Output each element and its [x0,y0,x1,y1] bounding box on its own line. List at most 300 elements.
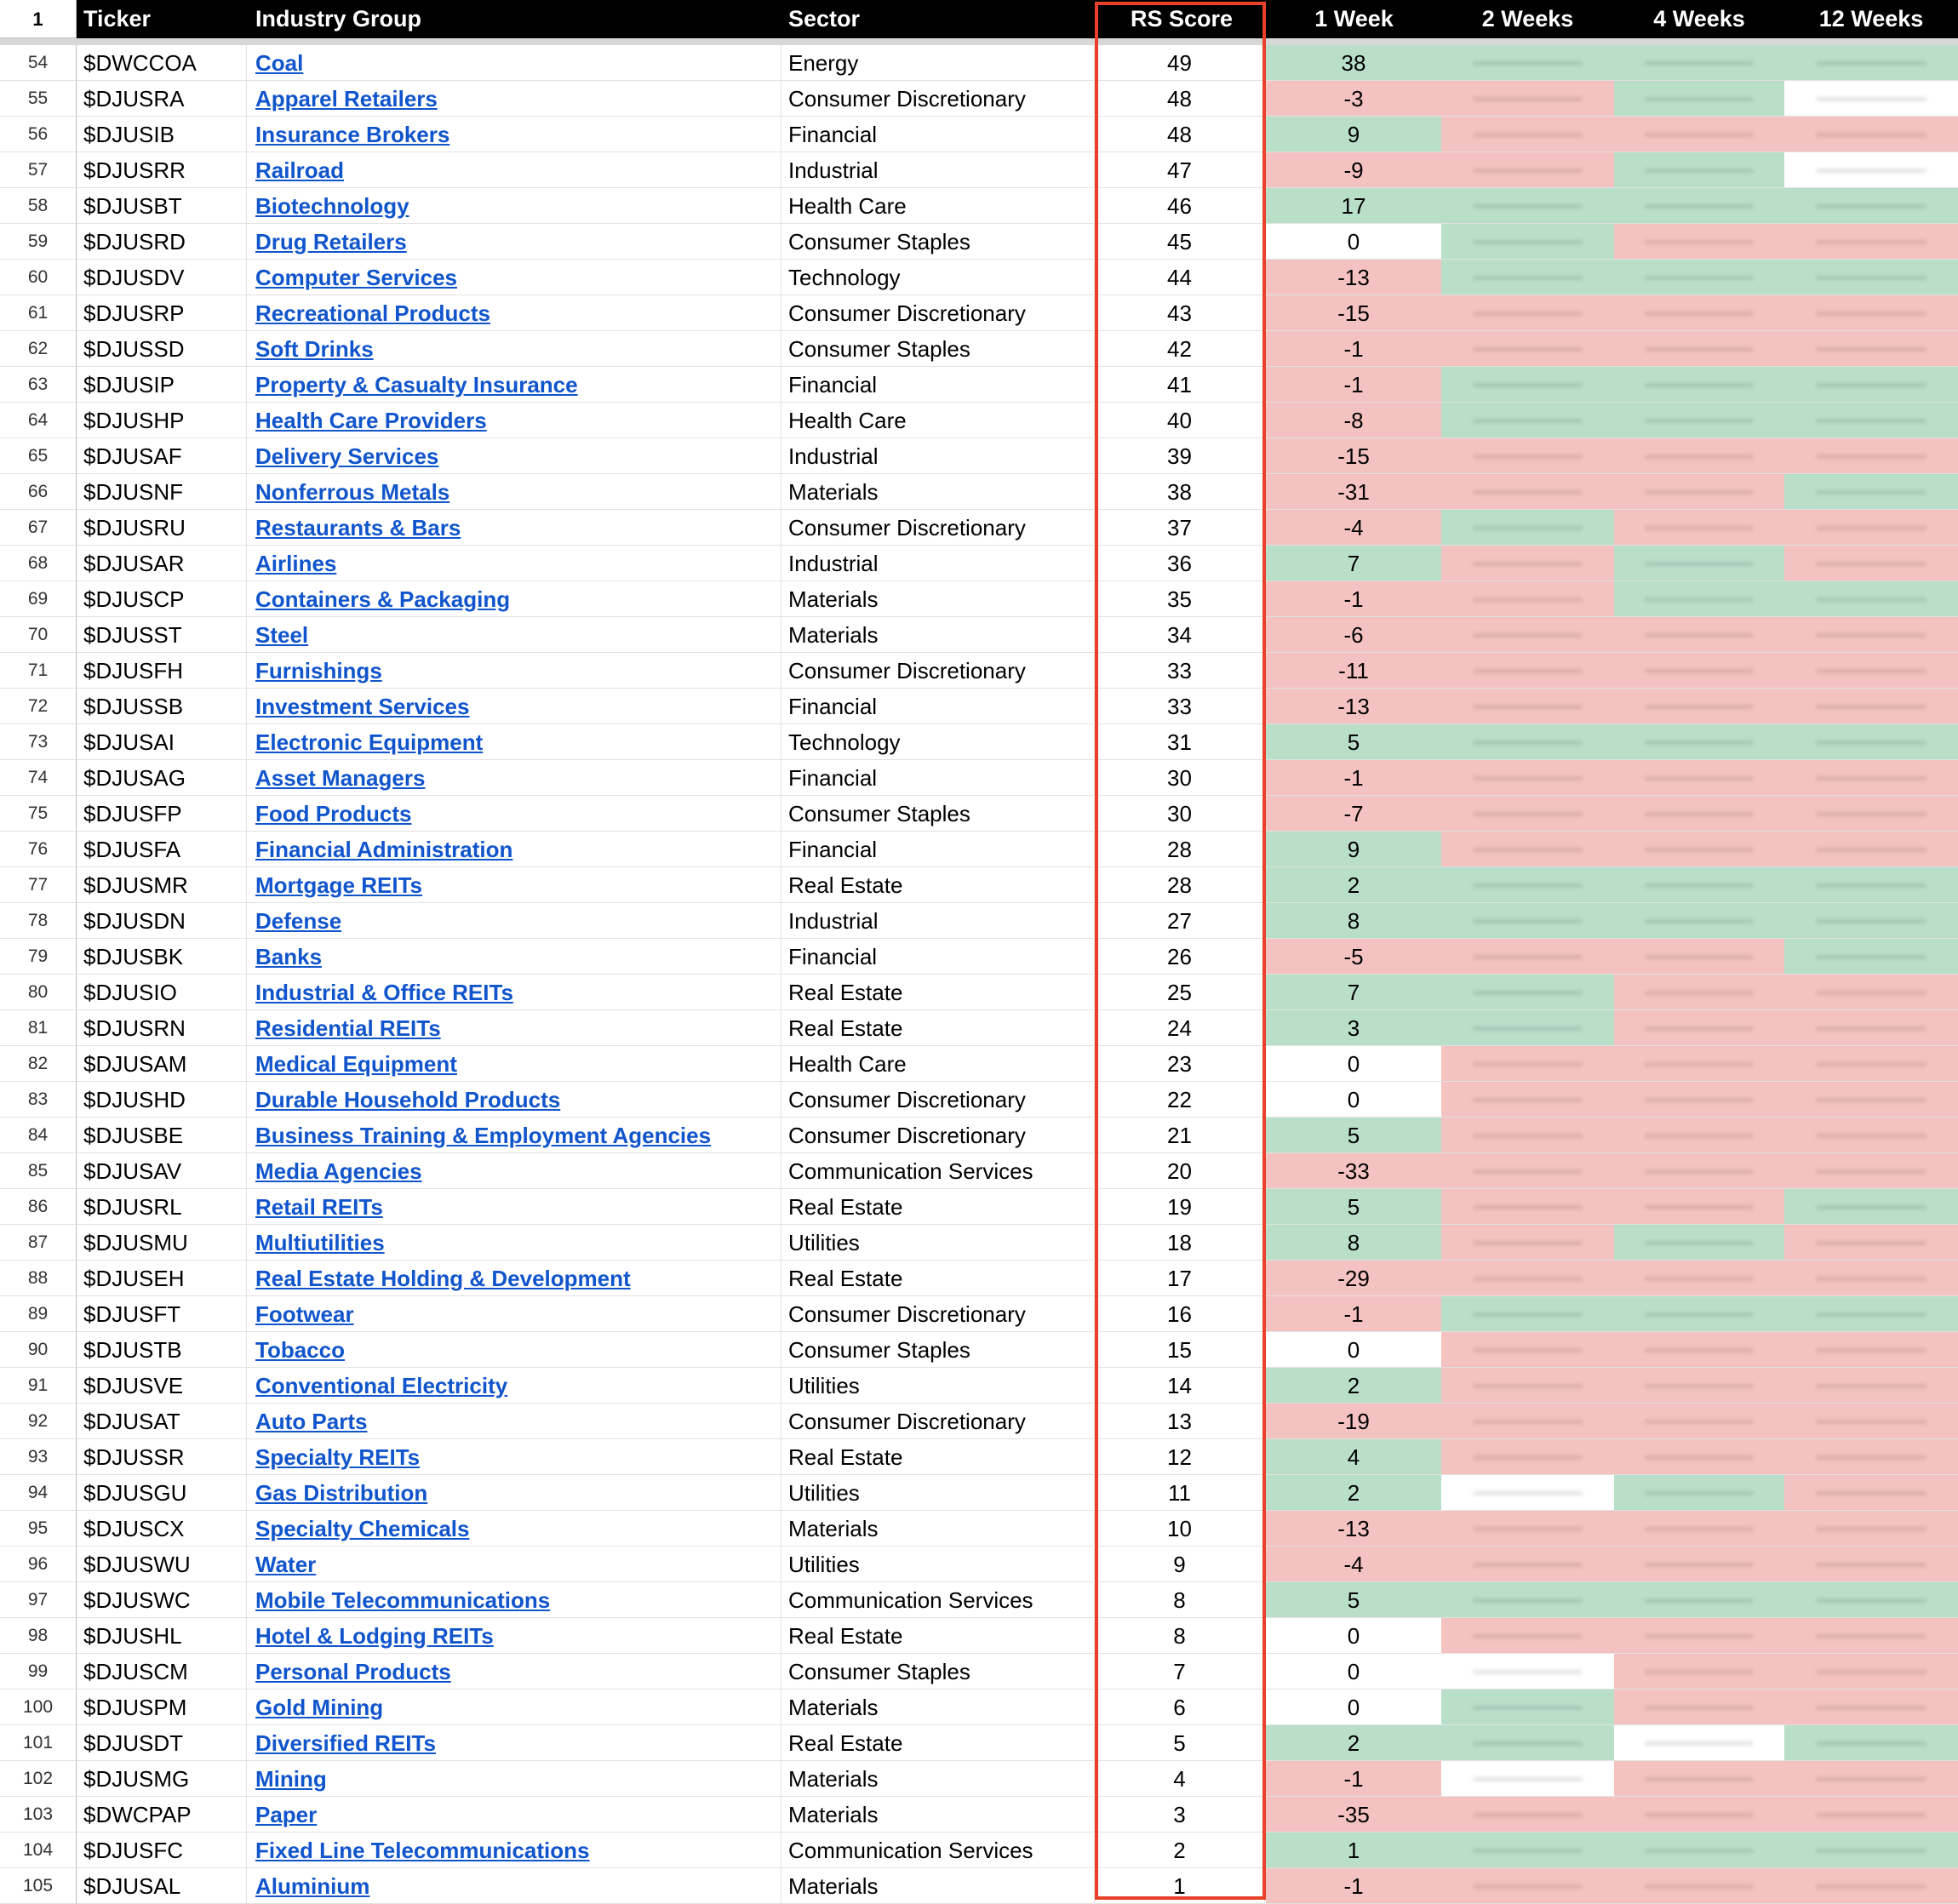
row-number[interactable]: 76 [0,832,77,867]
industry-group-cell[interactable] [247,1225,781,1261]
industry-group-cell[interactable] [247,1547,781,1582]
sector-cell[interactable]: Consumer Staples [781,796,1095,832]
industry-group-link[interactable]: Health Care Providers [255,408,487,433]
sector-cell[interactable]: Materials [781,1511,1095,1547]
industry-group-cell[interactable] [247,581,781,617]
sector-cell[interactable]: Communication Services [781,1582,1095,1618]
twelve-weeks-cell[interactable] [1784,581,1958,617]
rs-score-cell[interactable]: 28 [1095,832,1265,867]
four-weeks-cell[interactable] [1614,546,1784,581]
industry-group-link[interactable]: Personal Products [255,1659,451,1684]
two-weeks-cell[interactable] [1441,1868,1614,1904]
row-number[interactable]: 54 [0,45,77,81]
twelve-weeks-cell[interactable] [1784,796,1958,832]
four-weeks-cell[interactable] [1614,867,1784,903]
sector-cell[interactable]: Consumer Staples [781,331,1095,367]
two-weeks-cell[interactable] [1441,903,1614,939]
sector-cell[interactable]: Health Care [781,1046,1095,1082]
header-row-number[interactable]: 1 [0,0,77,38]
sector-cell[interactable]: Consumer Discretionary [781,510,1095,546]
row-number[interactable]: 95 [0,1511,77,1547]
sector-cell[interactable]: Utilities [781,1368,1095,1404]
rs-score-cell[interactable]: 48 [1095,117,1265,152]
sector-cell[interactable]: Health Care [781,403,1095,438]
sector-cell[interactable]: Health Care [781,188,1095,224]
industry-group-cell[interactable] [247,975,781,1010]
four-weeks-cell[interactable] [1614,1511,1784,1547]
rs-score-cell[interactable]: 18 [1095,1225,1265,1261]
ticker-cell[interactable]: $DJUSGU [77,1475,247,1511]
industry-group-cell[interactable] [247,45,781,81]
rs-score-cell[interactable]: 33 [1095,689,1265,724]
twelve-weeks-cell[interactable] [1784,1010,1958,1046]
four-weeks-cell[interactable] [1614,367,1784,403]
four-weeks-cell[interactable] [1614,1404,1784,1439]
industry-group-cell[interactable] [247,510,781,546]
industry-group-cell[interactable] [247,1761,781,1797]
two-weeks-cell[interactable] [1441,1332,1614,1368]
four-weeks-cell[interactable] [1614,1332,1784,1368]
industry-group-link[interactable]: Computer Services [255,265,457,290]
sector-cell[interactable]: Utilities [781,1547,1095,1582]
twelve-weeks-cell[interactable] [1784,1261,1958,1296]
four-weeks-cell[interactable] [1614,1368,1784,1404]
industry-group-cell[interactable] [247,1010,781,1046]
four-weeks-cell[interactable] [1614,1618,1784,1654]
rs-score-cell[interactable]: 35 [1095,581,1265,617]
rs-score-cell[interactable]: 40 [1095,403,1265,438]
one-week-cell[interactable]: -1 [1266,581,1441,617]
one-week-cell[interactable]: 0 [1266,1046,1441,1082]
twelve-weeks-cell[interactable] [1784,1582,1958,1618]
two-weeks-cell[interactable] [1441,867,1614,903]
sector-cell[interactable]: Utilities [781,1475,1095,1511]
twelve-weeks-cell[interactable] [1784,1654,1958,1690]
industry-group-link[interactable]: Footwear [255,1301,354,1327]
two-weeks-cell[interactable] [1441,1475,1614,1511]
header-ticker[interactable]: Ticker [83,6,152,31]
rs-score-cell[interactable]: 45 [1095,224,1265,260]
industry-group-cell[interactable] [247,1118,781,1153]
ticker-cell[interactable]: $DJUSBE [77,1118,247,1153]
rs-score-cell[interactable]: 38 [1095,474,1265,510]
industry-group-link[interactable]: Paper [255,1802,318,1827]
ticker-cell[interactable]: $DJUSRN [77,1010,247,1046]
sector-cell[interactable]: Materials [781,1690,1095,1725]
sector-cell[interactable]: Consumer Staples [781,1654,1095,1690]
industry-group-link[interactable]: Media Agencies [255,1158,422,1184]
ticker-cell[interactable]: $DJUSIO [77,975,247,1010]
row-number[interactable]: 72 [0,689,77,724]
row-number[interactable]: 77 [0,867,77,903]
four-weeks-cell[interactable] [1614,117,1784,152]
one-week-cell[interactable]: 5 [1266,1118,1441,1153]
rs-score-cell[interactable]: 28 [1095,867,1265,903]
rs-score-cell[interactable]: 47 [1095,152,1265,188]
sector-cell[interactable]: Real Estate [781,1189,1095,1225]
industry-group-link[interactable]: Asset Managers [255,765,426,791]
industry-group-link[interactable]: Biotechnology [255,193,409,219]
industry-group-link[interactable]: Apparel Retailers [255,86,438,111]
ticker-cell[interactable]: $DJUSAV [77,1153,247,1189]
two-weeks-cell[interactable] [1441,367,1614,403]
four-weeks-cell[interactable] [1614,1833,1784,1868]
two-weeks-cell[interactable] [1441,1582,1614,1618]
twelve-weeks-cell[interactable] [1784,1797,1958,1833]
one-week-cell[interactable]: -13 [1266,689,1441,724]
two-weeks-cell[interactable] [1441,975,1614,1010]
twelve-weeks-cell[interactable] [1784,81,1958,117]
industry-group-link[interactable]: Multiutilities [255,1230,385,1255]
industry-group-cell[interactable] [247,1153,781,1189]
one-week-cell[interactable]: 2 [1266,1475,1441,1511]
rs-score-cell[interactable]: 44 [1095,260,1265,295]
rs-score-cell[interactable]: 2 [1095,1833,1265,1868]
ticker-cell[interactable]: $DJUSRD [77,224,247,260]
industry-group-cell[interactable] [247,1082,781,1118]
row-number[interactable]: 92 [0,1404,77,1439]
row-number[interactable]: 55 [0,81,77,117]
twelve-weeks-cell[interactable] [1784,1404,1958,1439]
one-week-cell[interactable]: 8 [1266,903,1441,939]
industry-group-cell[interactable] [247,1690,781,1725]
sector-cell[interactable]: Real Estate [781,1725,1095,1761]
industry-group-cell[interactable] [247,1833,781,1868]
two-weeks-cell[interactable] [1441,152,1614,188]
sector-cell[interactable]: Real Estate [781,1010,1095,1046]
two-weeks-cell[interactable] [1441,188,1614,224]
one-week-cell[interactable]: -1 [1266,1761,1441,1797]
row-number[interactable]: 59 [0,224,77,260]
row-number[interactable]: 99 [0,1654,77,1690]
rs-score-cell[interactable]: 19 [1095,1189,1265,1225]
twelve-weeks-cell[interactable] [1784,939,1958,975]
ticker-cell[interactable]: $DJUSBT [77,188,247,224]
two-weeks-cell[interactable] [1441,474,1614,510]
one-week-cell[interactable]: 1 [1266,1833,1441,1868]
rs-score-cell[interactable]: 3 [1095,1797,1265,1833]
twelve-weeks-cell[interactable] [1784,1547,1958,1582]
one-week-cell[interactable]: 0 [1266,1082,1441,1118]
four-weeks-cell[interactable] [1614,939,1784,975]
industry-group-link[interactable]: Investment Services [255,694,470,719]
ticker-cell[interactable]: $DJUSIB [77,117,247,152]
industry-group-cell[interactable] [247,1654,781,1690]
industry-group-link[interactable]: Durable Household Products [255,1087,561,1112]
row-number[interactable]: 86 [0,1189,77,1225]
twelve-weeks-cell[interactable] [1784,1046,1958,1082]
industry-group-link[interactable]: Gold Mining [255,1695,384,1720]
industry-group-link[interactable]: Drug Retailers [255,229,407,254]
ticker-cell[interactable]: $DJUSRU [77,510,247,546]
two-weeks-cell[interactable] [1441,1618,1614,1654]
industry-group-link[interactable]: Gas Distribution [255,1480,428,1506]
one-week-cell[interactable]: 5 [1266,724,1441,760]
ticker-cell[interactable]: $DJUSTB [77,1332,247,1368]
industry-group-link[interactable]: Property & Casualty Insurance [255,372,578,397]
twelve-weeks-cell[interactable] [1784,1189,1958,1225]
sector-cell[interactable]: Materials [781,617,1095,653]
industry-group-cell[interactable] [247,796,781,832]
twelve-weeks-cell[interactable] [1784,546,1958,581]
rs-score-cell[interactable]: 23 [1095,1046,1265,1082]
row-number[interactable]: 67 [0,510,77,546]
one-week-cell[interactable]: -4 [1266,1547,1441,1582]
twelve-weeks-cell[interactable] [1784,724,1958,760]
rs-score-cell[interactable]: 7 [1095,1654,1265,1690]
twelve-weeks-cell[interactable] [1784,867,1958,903]
four-weeks-cell[interactable] [1614,1690,1784,1725]
ticker-cell[interactable]: $DJUSDN [77,903,247,939]
rs-score-cell[interactable]: 21 [1095,1118,1265,1153]
rs-score-cell[interactable]: 8 [1095,1582,1265,1618]
sector-cell[interactable]: Financial [781,367,1095,403]
four-weeks-cell[interactable] [1614,474,1784,510]
four-weeks-cell[interactable] [1614,1439,1784,1475]
two-weeks-cell[interactable] [1441,581,1614,617]
one-week-cell[interactable]: -1 [1266,1296,1441,1332]
ticker-cell[interactable]: $DJUSAM [77,1046,247,1082]
two-weeks-cell[interactable] [1441,510,1614,546]
ticker-cell[interactable]: $DJUSRR [77,152,247,188]
twelve-weeks-cell[interactable] [1784,510,1958,546]
ticker-cell[interactable]: $DWCCOA [77,45,247,81]
sector-cell[interactable]: Consumer Staples [781,1332,1095,1368]
twelve-weeks-cell[interactable] [1784,1296,1958,1332]
rs-score-cell[interactable]: 30 [1095,760,1265,796]
row-number[interactable]: 60 [0,260,77,295]
one-week-cell[interactable]: -7 [1266,796,1441,832]
industry-group-link[interactable]: Hotel & Lodging REITs [255,1623,494,1649]
twelve-weeks-cell[interactable] [1784,117,1958,152]
twelve-weeks-cell[interactable] [1784,1511,1958,1547]
sector-cell[interactable]: Materials [781,1761,1095,1797]
four-weeks-cell[interactable] [1614,188,1784,224]
rs-score-cell[interactable]: 6 [1095,1690,1265,1725]
rs-score-cell[interactable]: 36 [1095,546,1265,581]
rs-score-cell[interactable]: 46 [1095,188,1265,224]
industry-group-cell[interactable] [247,403,781,438]
industry-group-cell[interactable] [247,367,781,403]
sector-cell[interactable]: Industrial [781,152,1095,188]
industry-group-link[interactable]: Insurance Brokers [255,122,450,147]
rs-score-cell[interactable]: 5 [1095,1725,1265,1761]
two-weeks-cell[interactable] [1441,1797,1614,1833]
one-week-cell[interactable]: 2 [1266,1725,1441,1761]
rs-score-cell[interactable]: 30 [1095,796,1265,832]
four-weeks-cell[interactable] [1614,1797,1784,1833]
row-number[interactable]: 70 [0,617,77,653]
one-week-cell[interactable]: 38 [1266,45,1441,81]
sector-cell[interactable]: Consumer Discretionary [781,1082,1095,1118]
one-week-cell[interactable]: -29 [1266,1261,1441,1296]
twelve-weeks-cell[interactable] [1784,438,1958,474]
industry-group-link[interactable]: Fixed Line Telecommunications [255,1838,590,1863]
row-number[interactable]: 98 [0,1618,77,1654]
industry-group-link[interactable]: Delivery Services [255,443,439,469]
ticker-cell[interactable]: $DJUSWC [77,1582,247,1618]
row-number[interactable]: 104 [0,1833,77,1868]
one-week-cell[interactable]: 5 [1266,1189,1441,1225]
industry-group-link[interactable]: Restaurants & Bars [255,515,461,540]
four-weeks-cell[interactable] [1614,1010,1784,1046]
two-weeks-cell[interactable] [1441,1690,1614,1725]
four-weeks-cell[interactable] [1614,1725,1784,1761]
industry-group-cell[interactable] [247,81,781,117]
two-weeks-cell[interactable] [1441,1225,1614,1261]
industry-group-cell[interactable] [247,331,781,367]
rs-score-cell[interactable]: 16 [1095,1296,1265,1332]
ticker-cell[interactable]: $DJUSBK [77,939,247,975]
two-weeks-cell[interactable] [1441,1261,1614,1296]
ticker-cell[interactable]: $DJUSFT [77,1296,247,1332]
twelve-weeks-cell[interactable] [1784,1868,1958,1904]
four-weeks-cell[interactable] [1614,1225,1784,1261]
four-weeks-cell[interactable] [1614,1475,1784,1511]
sector-cell[interactable]: Industrial [781,546,1095,581]
rs-score-cell[interactable]: 11 [1095,1475,1265,1511]
twelve-weeks-cell[interactable] [1784,331,1958,367]
four-weeks-cell[interactable] [1614,1082,1784,1118]
twelve-weeks-cell[interactable] [1784,188,1958,224]
row-number[interactable]: 61 [0,295,77,331]
industry-group-cell[interactable] [247,1368,781,1404]
row-number[interactable]: 69 [0,581,77,617]
one-week-cell[interactable]: -11 [1266,653,1441,689]
two-weeks-cell[interactable] [1441,1511,1614,1547]
one-week-cell[interactable]: -31 [1266,474,1441,510]
one-week-cell[interactable]: -13 [1266,260,1441,295]
one-week-cell[interactable]: 0 [1266,1654,1441,1690]
header-rs-score[interactable]: RS Score [1130,6,1234,31]
rs-score-cell[interactable]: 24 [1095,1010,1265,1046]
ticker-cell[interactable]: $DJUSEH [77,1261,247,1296]
rs-score-cell[interactable]: 39 [1095,438,1265,474]
ticker-cell[interactable]: $DJUSSD [77,331,247,367]
row-number[interactable]: 84 [0,1118,77,1153]
one-week-cell[interactable]: 4 [1266,1439,1441,1475]
rs-score-cell[interactable]: 15 [1095,1332,1265,1368]
four-weeks-cell[interactable] [1614,510,1784,546]
row-number[interactable]: 78 [0,903,77,939]
four-weeks-cell[interactable] [1614,1296,1784,1332]
sector-cell[interactable]: Communication Services [781,1153,1095,1189]
four-weeks-cell[interactable] [1614,1868,1784,1904]
ticker-cell[interactable]: $DJUSRP [77,295,247,331]
twelve-weeks-cell[interactable] [1784,45,1958,81]
ticker-cell[interactable]: $DJUSFA [77,832,247,867]
two-weeks-cell[interactable] [1441,1082,1614,1118]
two-weeks-cell[interactable] [1441,1296,1614,1332]
industry-group-cell[interactable] [247,260,781,295]
industry-group-cell[interactable] [247,867,781,903]
four-weeks-cell[interactable] [1614,331,1784,367]
rs-score-cell[interactable]: 49 [1095,45,1265,81]
one-week-cell[interactable]: 0 [1266,1618,1441,1654]
row-number[interactable]: 64 [0,403,77,438]
twelve-weeks-cell[interactable] [1784,224,1958,260]
ticker-cell[interactable]: $DJUSVE [77,1368,247,1404]
four-weeks-cell[interactable] [1614,903,1784,939]
two-weeks-cell[interactable] [1441,403,1614,438]
industry-group-link[interactable]: Tobacco [255,1337,345,1363]
rs-score-cell[interactable]: 31 [1095,724,1265,760]
header-sector[interactable]: Sector [788,6,861,31]
two-weeks-cell[interactable] [1441,45,1614,81]
sector-cell[interactable]: Consumer Discretionary [781,653,1095,689]
twelve-weeks-cell[interactable] [1784,1153,1958,1189]
one-week-cell[interactable]: -15 [1266,295,1441,331]
industry-group-cell[interactable] [247,689,781,724]
sector-cell[interactable]: Consumer Discretionary [781,1404,1095,1439]
industry-group-link[interactable]: Retail REITs [255,1194,383,1220]
one-week-cell[interactable]: -15 [1266,438,1441,474]
industry-group-cell[interactable] [247,1618,781,1654]
row-number[interactable]: 81 [0,1010,77,1046]
four-weeks-cell[interactable] [1614,832,1784,867]
industry-group-cell[interactable] [247,1296,781,1332]
one-week-cell[interactable]: -3 [1266,81,1441,117]
ticker-cell[interactable]: $DJUSAR [77,546,247,581]
header-industry-group[interactable]: Industry Group [255,6,421,31]
industry-group-cell[interactable] [247,438,781,474]
one-week-cell[interactable]: -13 [1266,1511,1441,1547]
industry-group-cell[interactable] [247,1868,781,1904]
row-number[interactable]: 100 [0,1690,77,1725]
row-number[interactable]: 73 [0,724,77,760]
sector-cell[interactable]: Consumer Discretionary [781,81,1095,117]
industry-group-link[interactable]: Aluminium [255,1873,370,1899]
one-week-cell[interactable]: -1 [1266,1868,1441,1904]
ticker-cell[interactable]: $DWCPAP [77,1797,247,1833]
one-week-cell[interactable]: 0 [1266,1690,1441,1725]
four-weeks-cell[interactable] [1614,224,1784,260]
rs-score-cell[interactable]: 41 [1095,367,1265,403]
row-number[interactable]: 58 [0,188,77,224]
ticker-cell[interactable]: $DJUSAF [77,438,247,474]
industry-group-link[interactable]: Financial Administration [255,837,513,862]
sector-cell[interactable]: Real Estate [781,1261,1095,1296]
industry-group-link[interactable]: Industrial & Office REITs [255,980,513,1005]
row-number[interactable]: 91 [0,1368,77,1404]
four-weeks-cell[interactable] [1614,653,1784,689]
twelve-weeks-cell[interactable] [1784,1118,1958,1153]
sector-cell[interactable]: Energy [781,45,1095,81]
four-weeks-cell[interactable] [1614,1547,1784,1582]
row-number[interactable]: 89 [0,1296,77,1332]
two-weeks-cell[interactable] [1441,1118,1614,1153]
four-weeks-cell[interactable] [1614,760,1784,796]
one-week-cell[interactable]: 3 [1266,1010,1441,1046]
row-number[interactable]: 101 [0,1725,77,1761]
four-weeks-cell[interactable] [1614,975,1784,1010]
ticker-cell[interactable]: $DJUSSR [77,1439,247,1475]
industry-group-link[interactable]: Recreational Products [255,300,490,326]
row-number[interactable]: 62 [0,331,77,367]
four-weeks-cell[interactable] [1614,581,1784,617]
two-weeks-cell[interactable] [1441,295,1614,331]
four-weeks-cell[interactable] [1614,1582,1784,1618]
two-weeks-cell[interactable] [1441,939,1614,975]
row-number[interactable]: 71 [0,653,77,689]
row-number[interactable]: 56 [0,117,77,152]
industry-group-cell[interactable] [247,1439,781,1475]
industry-group-link[interactable]: Residential REITs [255,1015,441,1041]
industry-group-cell[interactable] [247,1725,781,1761]
two-weeks-cell[interactable] [1441,760,1614,796]
rs-score-cell[interactable]: 25 [1095,975,1265,1010]
industry-group-link[interactable]: Banks [255,944,323,969]
